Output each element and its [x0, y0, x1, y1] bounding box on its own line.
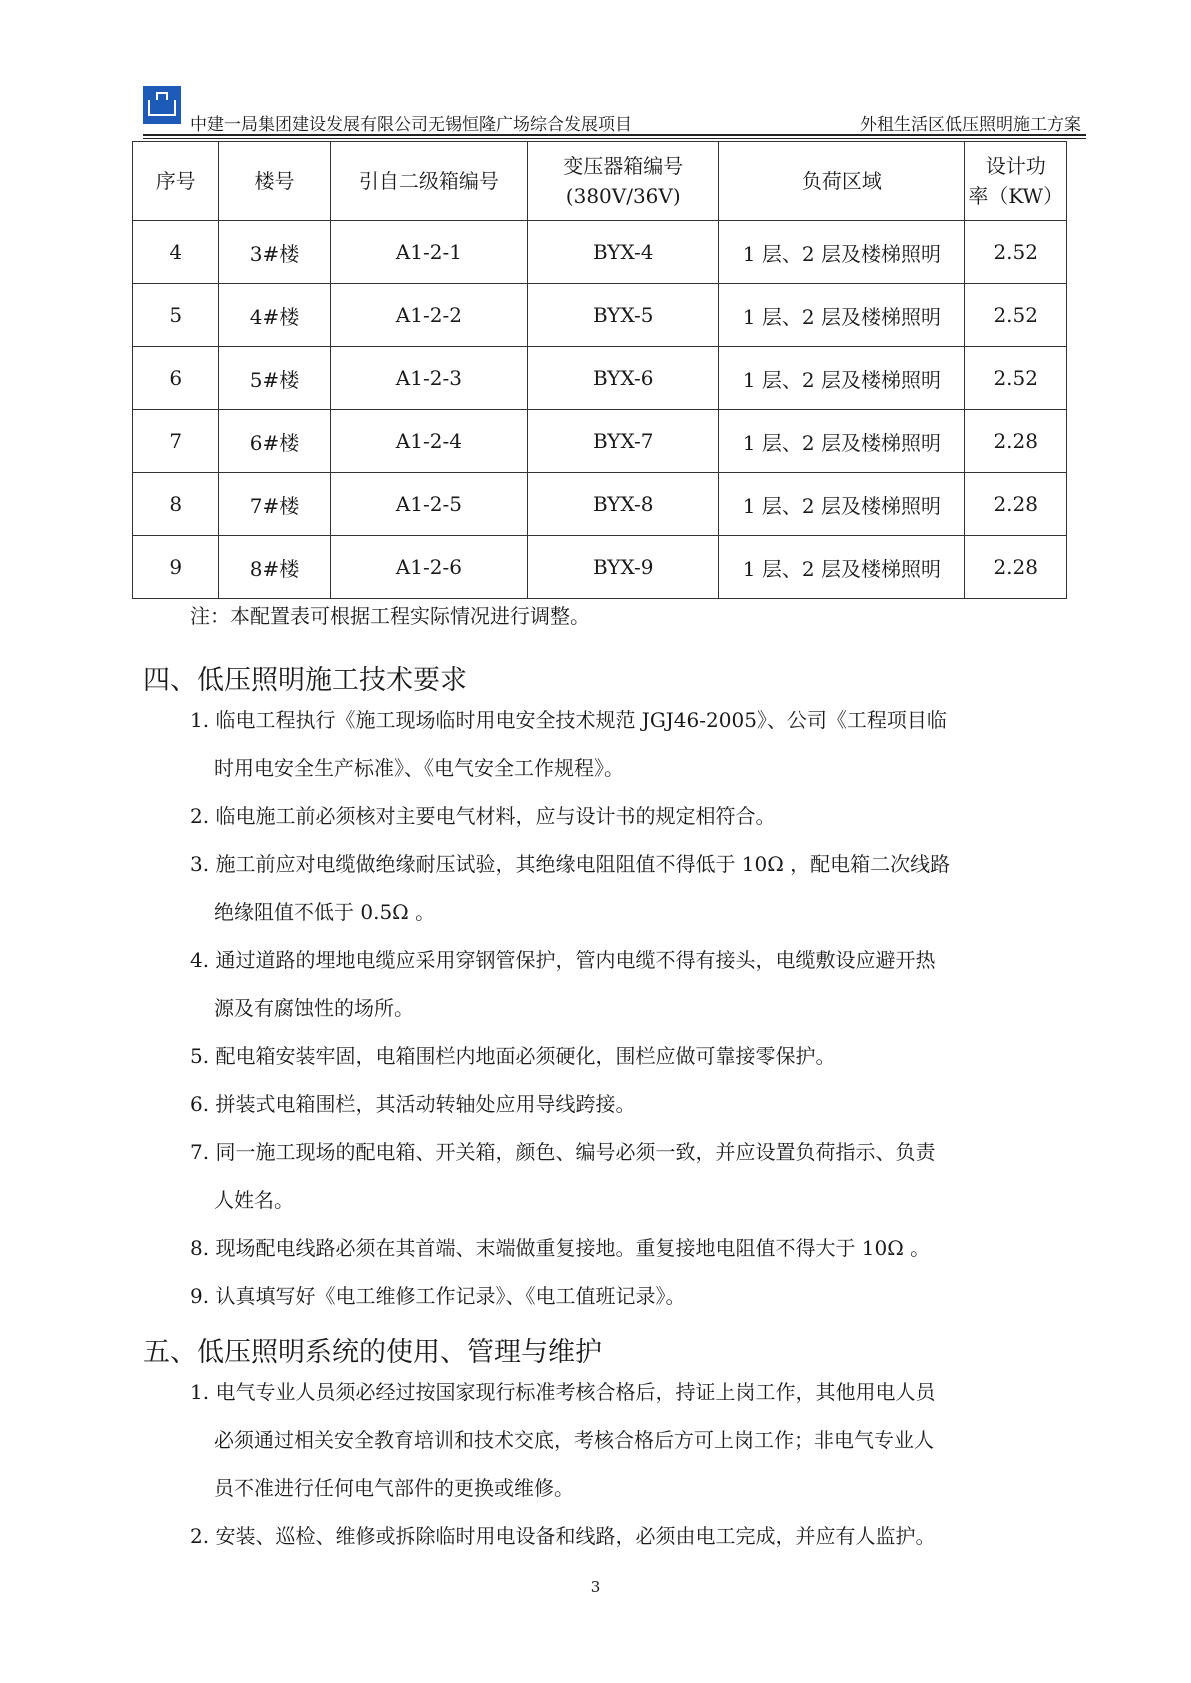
s4-item-7: 7. 同一施工现场的配电箱、开关箱，颜色、编号必须一致，并应设置负荷指示、负责 人姓名。 [190, 1140, 936, 1212]
cell-load-area: 1 层、2 层及楼梯照明 [719, 347, 965, 410]
cell-transformer-box: BYX-5 [528, 284, 719, 347]
cell-building: 3#楼 [219, 221, 330, 284]
header-design-power: 设计功 率（KW） [965, 142, 1067, 221]
cell-transformer-box: BYX-7 [528, 410, 719, 473]
cell-source-box: A1-2-1 [330, 221, 528, 284]
table-header-row [133, 142, 1067, 221]
cell-source-box: A1-2-2 [330, 284, 528, 347]
s4-item-3: 3. 施工前应对电缆做绝缘耐压试验，其绝缘电阻阻值不得低于 10Ω ，配电箱二次线路 绝缘阻值不低于 0.5Ω 。 [190, 852, 951, 924]
header-company: 中建一局集团建设发展有限公司无锡恒隆广场综合发展项目 [190, 115, 632, 135]
table-row [133, 284, 1067, 347]
cell-load-area: 1 层、2 层及楼梯照明 [719, 536, 965, 599]
header-serial: 序号 [133, 142, 219, 221]
header-transformer-box: 变压器箱编号 (380V/36V) [528, 142, 719, 221]
cell-transformer-box: BYX-8 [528, 473, 719, 536]
table-row [133, 410, 1067, 473]
table-row [133, 347, 1067, 410]
s4-item-1: 1. 临电工程执行《施工现场临时用电安全技术规范 JGJ46-2005》、公司《工程项目临 时用电安全生产标准》、《电气安全工作规程》。 [190, 708, 947, 780]
cell-design-power: 2.28 [965, 536, 1067, 599]
cell-serial: 5 [133, 284, 219, 347]
page-number: 3 [590, 1578, 601, 1596]
cell-serial: 6 [133, 347, 219, 410]
header-building: 楼号 [219, 142, 330, 221]
s5-item-1: 1. 电气专业人员须必经过按国家现行标准考核合格后，持证上岗工作，其他用电人员 必须通过相关安全教育培训和技术交底，考核合格后方可上岗工作；非电气专业人 员不准进行任何电气部件的更换或维修。 [190, 1380, 936, 1500]
cell-serial: 7 [133, 410, 219, 473]
cell-load-area: 1 层、2 层及楼梯照明 [719, 284, 965, 347]
header-rule [143, 134, 1086, 136]
company-logo [143, 86, 181, 124]
cell-design-power: 2.52 [965, 221, 1067, 284]
cell-building: 8#楼 [219, 536, 330, 599]
cell-source-box: A1-2-4 [330, 410, 528, 473]
table-row [133, 536, 1067, 599]
table-row [133, 221, 1067, 284]
cell-transformer-box: BYX-9 [528, 536, 719, 599]
section-4-heading: 四、低压照明施工技术要求 [143, 665, 467, 696]
s5-item-2: 2. 安装、巡检、维修或拆除临时用电设备和线路，必须由电工完成，并应有人监护。 [190, 1524, 936, 1548]
cell-serial: 8 [133, 473, 219, 536]
cell-serial: 9 [133, 536, 219, 599]
s4-item-4: 4. 通过道路的埋地电缆应采用穿钢管保护，管内电缆不得有接头，电缆敷设应避开热 源及有腐蚀性的场所。 [190, 948, 936, 1020]
table-note: 注：本配置表可根据工程实际情况进行调整。 [190, 604, 590, 628]
cell-design-power: 2.28 [965, 473, 1067, 536]
cell-design-power: 2.52 [965, 284, 1067, 347]
header-document-title: 外租生活区低压照明施工方案 [860, 115, 1081, 135]
cell-load-area: 1 层、2 层及楼梯照明 [719, 221, 965, 284]
s4-item-5: 5. 配电箱安装牢固，电箱围栏内地面必须硬化，围栏应做可靠接零保护。 [190, 1044, 836, 1068]
s4-item-6: 6. 拼装式电箱围栏，其活动转轴处应用导线跨接。 [190, 1092, 636, 1116]
cell-building: 6#楼 [219, 410, 330, 473]
header-source-box: 引自二级箱编号 [330, 142, 528, 221]
cell-design-power: 2.28 [965, 410, 1067, 473]
cell-source-box: A1-2-3 [330, 347, 528, 410]
cell-transformer-box: BYX-6 [528, 347, 719, 410]
header-rule-thin [143, 138, 1086, 139]
header-load-area: 负荷区域 [719, 142, 965, 221]
s4-item-8: 8. 现场配电线路必须在其首端、末端做重复接地。重复接地电阻值不得大于 10Ω 。 [190, 1236, 931, 1260]
table-row [133, 473, 1067, 536]
s4-item-2: 2. 临电施工前必须核对主要电气材料，应与设计书的规定相符合。 [190, 804, 776, 828]
distribution-config-table [132, 141, 1067, 599]
cell-transformer-box: BYX-4 [528, 221, 719, 284]
section-5-heading: 五、低压照明系统的使用、管理与维护 [143, 1337, 602, 1368]
cell-design-power: 2.52 [965, 347, 1067, 410]
cell-load-area: 1 层、2 层及楼梯照明 [719, 473, 965, 536]
cell-serial: 4 [133, 221, 219, 284]
cell-source-box: A1-2-6 [330, 536, 528, 599]
cell-source-box: A1-2-5 [330, 473, 528, 536]
cell-building: 4#楼 [219, 284, 330, 347]
cell-building: 7#楼 [219, 473, 330, 536]
cell-building: 5#楼 [219, 347, 330, 410]
cell-load-area: 1 层、2 层及楼梯照明 [719, 410, 965, 473]
s4-item-9: 9. 认真填写好《电工维修工作记录》、《电工值班记录》。 [190, 1284, 686, 1308]
